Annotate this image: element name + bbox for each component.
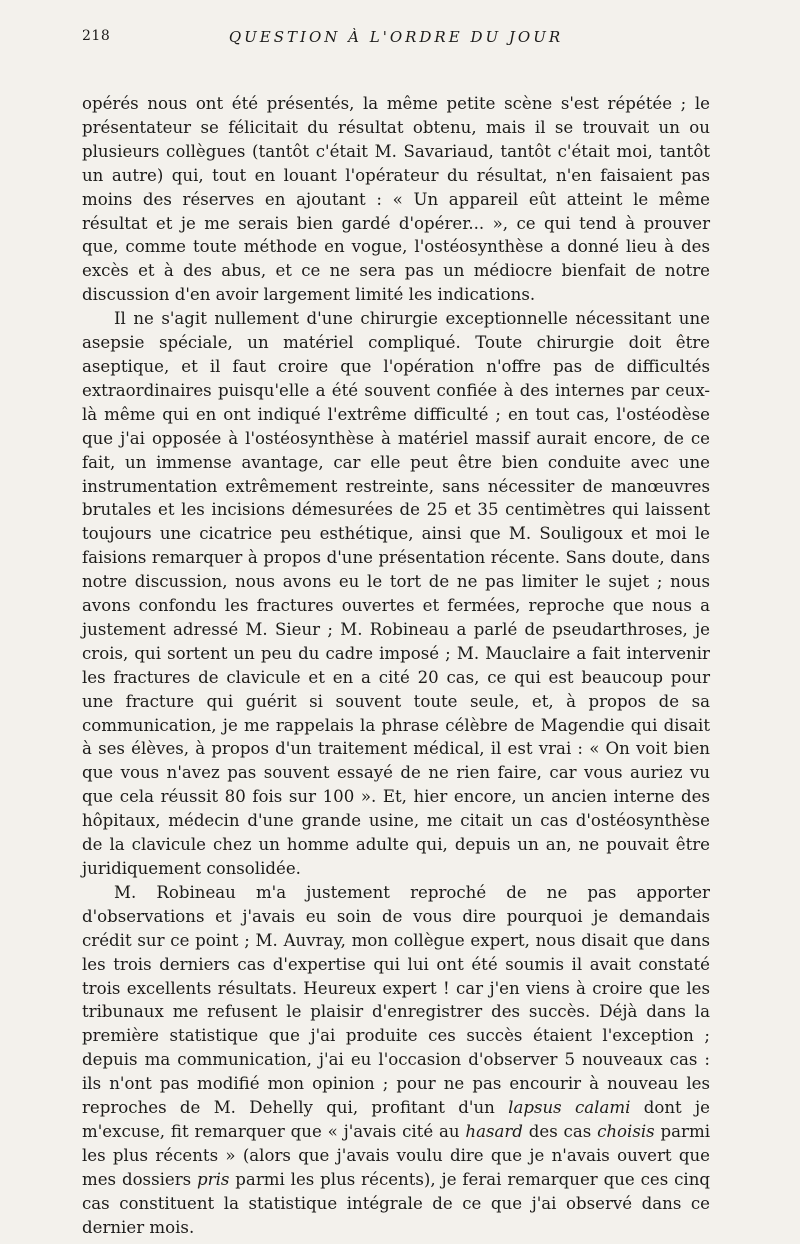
paragraph-3-text-d: parmi les plus récents » (alors que j'avais voulu dire que je n'avais ouvert que mes dossiers <box>82 1121 710 1189</box>
paragraph-3-text-a: M. Robineau m'a justement reproché de ne pas apporter d'observations et j'avais eu soin de vous dire pourquoi je demandais crédit sur ce point ; M. Auvray, mon collègue expert, nous disait que dans les trois derniers cas d'expertise qui lui ont été soumis il avait constaté trois excellents résultats. Heureux expert ! car j'en viens à croire que les tribunaux me refusent le plaisir d'enregistrer des succès. Déjà dans la première statistique que j'ai produite ces succès étaient l'exception ; depuis ma communication, j'ai eu l'occasion d'observer 5 nouveaux cas : ils n'ont pas modifié mon opinion ; pour ne pas encourir à nouveau les reproches de M. Dehelly qui, profitant d'un <box>82 882 710 1118</box>
running-head <box>82 28 710 54</box>
paragraph-3-text-b: dont je m'excuse, fit remarquer que « j'avais cité au <box>82 1098 711 1141</box>
paragraph-3-text-c: des cas <box>522 1121 598 1141</box>
paragraph-3 <box>82 881 710 1240</box>
paragraph-2: Il ne s'agit nullement d'une chirurgie exceptionnelle nécessitant une asepsie spéciale, un matériel compliqué. Toute chirurgie doit être aseptique, et il faut croire que l'opération n'offre pas de difficultés extraordinaires puisqu'elle a été souvent confiée à des internes par ceux-là même qui en ont indiqué l'extrême difficulté ; en tout cas, l'ostéodèse que j'ai opposée à l'ostéosynthèse à matériel massif aurait encore, de ce fait, un immense avantage, car elle peut être bien conduite avec une instrumentation extrêmement restreinte, sans nécessiter de manœuvres brutales et les incisions démesurées de 25 et 35 centimètres qui laissent toujours une cicatrice peu esthétique, ainsi que M. Souligoux et moi le faisions remarquer à propos d'une présentation récente. Sans doute, dans notre discussion, nous avons eu le tort de ne pas limiter le sujet ; nous avons confondu les fractures ouvertes et fermées, reproche que nous a justement adressé M. Sieur ; M. Robineau a parlé de pseudarthroses, je crois, qui sortent un peu du cadre imposé ; M. Mauclaire a fait intervenir les fractures de clavicule et en a cité 20 cas, ce qui est beaucoup pour une fracture qui guérit si souvent toute seule, et, à propos de sa communication, je me rappelais la phrase célèbre de Magendie qui disait à ses élèves, à propos d'un traitement médical, il est vrai : « On voit bien que vous n'avez pas souvent essayé de ne rien faire, car vous auriez vu que cela réussit 80 fois sur 100 ». Et, hier encore, un ancien interne des hôpitaux, médecin d'une grande usine, me citait un cas d'ostéosynthèse de la clavicule chez un homme adulte qui, depuis un an, ne pouvait être juridiquement consolidée. <box>82 309 710 878</box>
italic-choisis: choisis <box>597 1121 655 1141</box>
running-title: QUESTION À L'ORDRE DU JOUR <box>228 28 564 46</box>
italic-pris: pris <box>197 1169 230 1189</box>
italic-lapsus-calami: lapsus calami <box>508 1098 631 1118</box>
paragraph-1: opérés nous ont été présentés, la même petite scène s'est répétée ; le présentateur se félicitait du résultat obtenu, mais il se trouvait un ou plusieurs collègues (tantôt c'était M. Savariaud, tantôt c'était moi, tantôt un autre) qui, tout en louant l'opérateur du résultat, n'en faisaient pas moins des réserves en ajoutant : « Un appareil eût atteint le même résultat et je me serais bien gardé d'opérer... », ce qui tend à prouver que, comme toute méthode en vogue, l'ostéosynthèse a donné lieu à des excès et à des abus, et ce ne sera pas un médiocre bienfait de notre discussion d'en avoir largement limité les indications. <box>82 94 710 305</box>
paragraph-3-text-e: parmi les plus récents), je ferai remarquer que ces cinq cas constituent la statistique intégrale de ce que j'ai observé dans ce dernier mois. <box>82 1169 711 1237</box>
body-text <box>82 92 710 1240</box>
page-number: 218 <box>82 28 111 44</box>
italic-hasard: hasard <box>465 1121 523 1141</box>
